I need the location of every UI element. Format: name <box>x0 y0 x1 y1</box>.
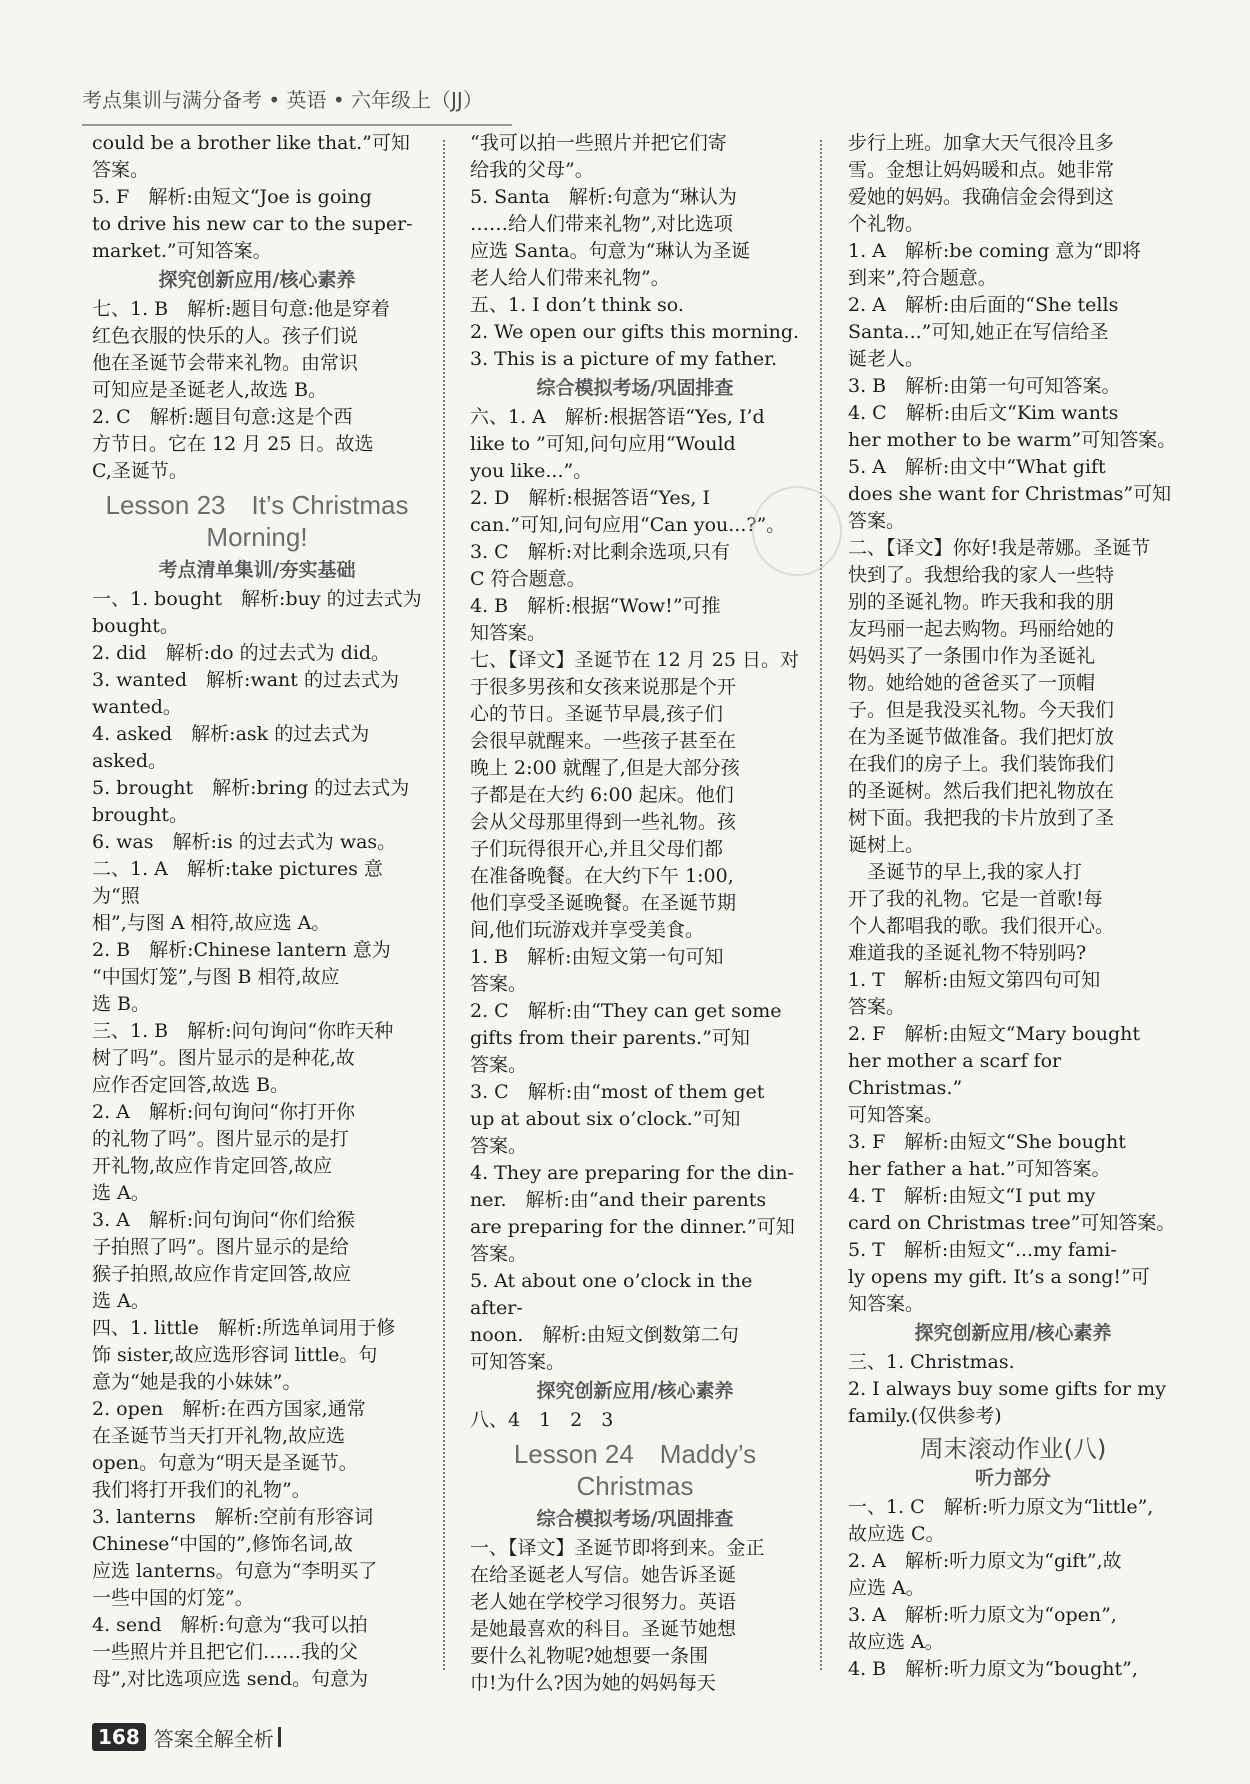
text-line: 3. C 解析:对比剩余选项,只有 <box>470 541 731 563</box>
text-line: 在为圣诞节做准备。我们把灯放 <box>848 726 1115 748</box>
text-line: 在我们的房子上。我们装饰我们 <box>848 753 1115 775</box>
text-line: 二、【译文】你好!我是蒂娜。圣诞节 <box>848 537 1151 559</box>
text-line: 3. B 解析:由第一句可知答案。 <box>848 375 1121 397</box>
text-line: her mother to be warm”可知答案。 <box>848 429 1177 451</box>
section-heading: 探究创新应用/核心素养 <box>158 269 356 291</box>
text-line: 故应选 A。 <box>848 1631 944 1653</box>
text-line: 5. T 解析:由短文“...my fami- <box>848 1239 1117 1261</box>
answer-column-3 <box>848 130 1178 1680</box>
text-line: 应选 A。 <box>848 1577 925 1599</box>
text-line: 意为“她是我的小妹妹”。 <box>92 1371 302 1393</box>
text-line: “中国灯笼”,与图 B 相符,故应 <box>92 966 340 988</box>
text-line: 六、1. A 解析:根据答语“Yes, I’d <box>470 406 765 428</box>
text-line: bought。 <box>92 615 179 637</box>
text-line: 答案。 <box>848 510 906 532</box>
text-line: 的圣诞树。然后我们把礼物放在 <box>848 780 1115 802</box>
text-line: 2. open 解析:在西方国家,通常 <box>92 1398 366 1420</box>
text-line: 老人她在学校学习很努力。英语 <box>470 1591 737 1613</box>
text-line: 步行上班。加拿大天气很冷且多 <box>848 132 1115 154</box>
text-line: brought。 <box>92 804 188 826</box>
text-line: 2. D 解析:根据答语“Yes, I <box>470 487 710 509</box>
text-line: her mother a scarf for Christmas.” <box>848 1050 1062 1099</box>
text-line: 答案。 <box>470 1135 528 1157</box>
text-line: 他在圣诞节会带来礼物。由常识 <box>92 352 359 374</box>
text-line: 我们将打开我们的礼物”。 <box>92 1479 311 1501</box>
section-heading: 探究创新应用/核心素养 <box>914 1322 1112 1344</box>
text-line: 雪。金想让妈妈暖和点。她非常 <box>848 159 1115 181</box>
text-line: 友玛丽一起去购物。玛丽给她的 <box>848 618 1115 640</box>
text-line: 2. I always buy some gifts for my <box>848 1378 1166 1400</box>
text-line: 可知应是圣诞老人,故选 B。 <box>92 379 328 401</box>
footer-bar <box>278 1727 281 1747</box>
text-line: 5. At about one o’clock in the after- <box>470 1270 753 1319</box>
text-line: 2. C 解析:由“They can get some <box>470 1000 782 1022</box>
text-line: you like...”。 <box>470 460 593 482</box>
text-line: 子们玩得很开心,并且父母们都 <box>470 838 724 860</box>
text-line: 6. was 解析:is 的过去式为 was。 <box>92 831 397 853</box>
text-line: 3. A 解析:听力原文为“open”, <box>848 1604 1117 1626</box>
text-line: 一些中国的灯笼”。 <box>92 1587 254 1609</box>
text-line: 2. F 解析:由短文“Mary bought <box>848 1023 1140 1045</box>
text-line: 5. Santa 解析:句意为“琳认为 <box>470 186 737 208</box>
text-line: family.(仅供参考) <box>848 1405 1002 1427</box>
text-line: 1. A 解析:be coming 意为“即将 <box>848 240 1142 262</box>
text-line: 心的节日。圣诞节早晨,孩子们 <box>470 703 724 725</box>
text-line: 八、4 1 2 3 <box>470 1409 614 1431</box>
text-line: 应选 Santa。句意为“琳认为圣诞 <box>470 240 751 262</box>
lesson-title: Lesson 23 It’s Christmas Morning! <box>105 490 409 552</box>
text-line: 四、1. little 解析:所选单词用于修 <box>92 1317 396 1339</box>
text-line: 2. did 解析:do 的过去式为 did。 <box>92 642 391 664</box>
text-line: 爱她的妈妈。我确信金会得到这 <box>848 186 1115 208</box>
footer-title: 答案全解全析 <box>153 1726 274 1751</box>
lesson-title: Lesson 24 Maddy’s Christmas <box>513 1439 757 1501</box>
text-line: 树了吗”。图片显示的是种花,故 <box>92 1047 355 1069</box>
text-line: 红色衣服的快乐的人。孩子们说 <box>92 325 359 347</box>
text-line: “我可以拍一些照片并把它们寄 <box>470 132 727 154</box>
text-line: 2. C 解析:题目句意:这是个西 <box>92 406 353 428</box>
text-line: 三、1. B 解析:问句询问“你昨天种 <box>92 1020 394 1042</box>
text-line: 三、1. Christmas. <box>848 1351 1015 1373</box>
text-line: 2. A 解析:由后面的“She tells <box>848 294 1119 316</box>
text-line: 方节日。它在 12 月 25 日。故选 <box>92 433 374 455</box>
text-line: Chinese“中国的”,修饰名词,故 <box>92 1533 353 1555</box>
text-line: 会很早就醒来。一些孩子甚至在 <box>470 730 737 752</box>
text-line: 五、1. I don’t think so. <box>470 294 684 316</box>
text-line: 子。但是我没买礼物。今天我们 <box>848 699 1115 721</box>
watermark-stamp <box>752 486 842 576</box>
text-line: 一、1. C 解析:听力原文为“little”, <box>848 1496 1154 1518</box>
text-line: 3. C 解析:由“most of them get <box>470 1081 765 1103</box>
text-line: 的礼物了吗”。图片显示的是打 <box>92 1128 349 1150</box>
section-heading: 考点清单集训/夯实基础 <box>158 559 356 581</box>
text-line: ……给人们带来礼物”,对比选项 <box>470 213 733 235</box>
text-line: 5. brought 解析:bring 的过去式为 <box>92 777 410 799</box>
text-line: 4. T 解析:由短文“I put my <box>848 1185 1096 1207</box>
text-line: 1. T 解析:由短文第四句可知 <box>848 969 1101 991</box>
text-line: 一、【译文】圣诞节即将到来。金正 <box>470 1537 765 1559</box>
text-line: 猴子拍照,故应作肯定回答,故应 <box>92 1263 352 1285</box>
text-line: 5. F 解析:由短文“Joe is going <box>92 186 372 208</box>
text-line: 知答案。 <box>470 622 547 644</box>
text-line: 选 A。 <box>92 1290 150 1312</box>
text-line: 七、【译文】圣诞节在 12 月 25 日。对 <box>470 649 800 671</box>
text-line: 知答案。 <box>848 1293 925 1315</box>
text-line: 会从父母那里得到一些礼物。孩 <box>470 811 737 833</box>
text-line: 3. wanted 解析:want 的过去式为 <box>92 669 399 691</box>
text-line: 妈妈买了一条围巾作为圣诞礼 <box>848 645 1096 667</box>
text-line: 2. B 解析:Chinese lantern 意为 <box>92 939 391 961</box>
answer-column-2 <box>470 130 800 1694</box>
text-line: 可知答案。 <box>848 1104 944 1126</box>
page-footer <box>92 1722 281 1752</box>
text-line: 4. B 解析:听力原文为“bought”, <box>848 1658 1138 1680</box>
text-line: 3. lanterns 解析:空前有形容词 <box>92 1506 374 1528</box>
text-line: are preparing for the dinner.”可知 <box>470 1216 795 1238</box>
text-line: 4. C 解析:由后文“Kim wants <box>848 402 1119 424</box>
text-line: 应作否定回答,故选 B。 <box>92 1074 290 1096</box>
text-line: 饰 sister,故应选形容词 little。句 <box>92 1344 378 1366</box>
text-line: 答案。 <box>848 996 906 1018</box>
text-line: 在准备晚餐。在大约下午 1:00, <box>470 865 734 887</box>
weekend-title: 周末滚动作业(八) <box>919 1435 1107 1463</box>
text-line: 故应选 C。 <box>848 1523 945 1545</box>
text-line: 4. B 解析:根据“Wow!”可推 <box>470 595 721 617</box>
text-line: 子都是在大约 6:00 起床。他们 <box>470 784 734 806</box>
text-line: 一些照片并且把它们……我的父 <box>92 1641 359 1663</box>
section-heading: 综合模拟考场/巩固排查 <box>536 1508 734 1530</box>
section-heading: 探究创新应用/核心素养 <box>536 1380 734 1402</box>
text-line: 3. F 解析:由短文“She bought <box>848 1131 1126 1153</box>
text-line: 晚上 2:00 就醒了,但是大部分孩 <box>470 757 740 779</box>
text-line: 圣诞节的早上,我的家人打 <box>848 861 1083 883</box>
text-line: 七、1. B 解析:题目句意:他是穿着 <box>92 298 390 320</box>
text-line: 他们享受圣诞晚餐。在圣诞节期 <box>470 892 737 914</box>
text-line: 是她最喜欢的科目。圣诞节她想 <box>470 1618 737 1640</box>
text-line: 个礼物。 <box>848 213 925 235</box>
text-line: 选 A。 <box>92 1182 150 1204</box>
text-line: 难道我的圣诞礼物不特别吗? <box>848 942 1087 964</box>
text-line: 选 B。 <box>92 993 151 1015</box>
running-header: 考点集训与满分备考 • 英语 • 六年级上（JJ） <box>82 84 512 126</box>
text-line: 开了我的礼物。它是一首歌!每 <box>848 888 1103 910</box>
text-line: market.”可知答案。 <box>92 240 272 262</box>
text-line: wanted。 <box>92 696 182 718</box>
text-line: 开礼物,故应作肯定回答,故应 <box>92 1155 333 1177</box>
text-line: 间,他们玩游戏并享受美食。 <box>470 919 705 941</box>
text-line: Santa...”可知,她正在写信给圣 <box>848 321 1109 343</box>
text-line: 诞树上。 <box>848 834 925 856</box>
text-line: 答案。 <box>470 1054 528 1076</box>
text-line: could be a brother like that.”可知 <box>92 132 410 154</box>
text-line: ly opens my gift. It’s a song!”可 <box>848 1266 1150 1288</box>
text-line: 树下面。我把我的卡片放到了圣 <box>848 807 1115 829</box>
text-line: ner. 解析:由“and their parents <box>470 1189 767 1211</box>
text-line: 3. This is a picture of my father. <box>470 348 778 370</box>
text-line: 4. send 解析:句意为“我可以拍 <box>92 1614 368 1636</box>
text-line: her father a hat.”可知答案。 <box>848 1158 1111 1180</box>
text-line: 巾!为什么?因为她的妈妈每天 <box>470 1672 716 1694</box>
text-line: 在给圣诞老人写信。她告诉圣诞 <box>470 1564 737 1586</box>
text-line: noon. 解析:由短文倒数第二句 <box>470 1324 739 1346</box>
text-line: 母”,对比选项应选 send。句意为 <box>92 1668 369 1690</box>
text-line: 2. A 解析:问句询问“你打开你 <box>92 1101 356 1123</box>
text-line: 要什么礼物呢?她想要一条围 <box>470 1645 709 1667</box>
text-line: C 符合题意。 <box>470 568 586 590</box>
text-line: up at about six o’clock.”可知 <box>470 1108 741 1130</box>
text-line: 到来”,符合题意。 <box>848 267 997 289</box>
text-line: 快到了。我想给我的家人一些特 <box>848 564 1115 586</box>
text-line: open。句意为“明天是圣诞节。 <box>92 1452 358 1474</box>
text-line: 在圣诞节当天打开礼物,故应选 <box>92 1425 346 1447</box>
page-number: 168 <box>92 1723 146 1751</box>
text-line: to drive his new car to the super- <box>92 213 413 235</box>
text-line: 可知答案。 <box>470 1351 566 1373</box>
answer-column-1 <box>92 130 422 1690</box>
text-line: card on Christmas tree”可知答案。 <box>848 1212 1176 1234</box>
text-line: 于很多男孩和女孩来说那是个开 <box>470 676 737 698</box>
text-line: gifts from their parents.”可知 <box>470 1027 750 1049</box>
text-line: 子拍照了吗”。图片显示的是给 <box>92 1236 349 1258</box>
text-line: 3. A 解析:问句询问“你们给猴 <box>92 1209 356 1231</box>
text-line: like to ”可知,问句应用“Would <box>470 433 736 455</box>
text-line: 物。她给她的爸爸买了一顶帽 <box>848 672 1096 694</box>
text-line: 2. We open our gifts this morning. <box>470 321 800 343</box>
text-line: 2. A 解析:听力原文为“gift”,故 <box>848 1550 1122 1572</box>
text-line: 诞老人。 <box>848 348 925 370</box>
section-heading: 听力部分 <box>974 1467 1051 1489</box>
text-line: 个人都唱我的歌。我们很开心。 <box>848 915 1115 937</box>
text-line: 答案。 <box>470 973 528 995</box>
column-divider <box>820 140 822 1670</box>
text-line: C,圣诞节。 <box>92 460 188 482</box>
section-heading: 综合模拟考场/巩固排查 <box>536 377 734 399</box>
text-line: 答案。 <box>92 159 150 181</box>
text-line: 给我的父母”。 <box>470 159 594 181</box>
text-line: asked。 <box>92 750 167 772</box>
column-divider <box>443 140 445 1670</box>
text-line: does she want for Christmas”可知 <box>848 483 1172 505</box>
text-line: 应选 lanterns。句意为“李明买了 <box>92 1560 378 1582</box>
text-line: 一、1. bought 解析:buy 的过去式为 <box>92 588 422 610</box>
text-line: 二、1. A 解析:take pictures 意为“照 <box>92 858 383 907</box>
text-line: 老人给人们带来礼物”。 <box>470 267 670 289</box>
text-line: 5. A 解析:由文中“What gift <box>848 456 1106 478</box>
text-line: 1. B 解析:由短文第一句可知 <box>470 946 724 968</box>
text-line: 别的圣诞礼物。昨天我和我的朋 <box>848 591 1115 613</box>
text-line: 相”,与图 A 相符,故应选 A。 <box>92 912 331 934</box>
text-line: 答案。 <box>470 1243 528 1265</box>
text-line: can.”可知,问句应用“Can you...?”。 <box>470 514 786 536</box>
text-line: 4. asked 解析:ask 的过去式为 <box>92 723 370 745</box>
text-line: 4. They are preparing for the din- <box>470 1162 795 1184</box>
